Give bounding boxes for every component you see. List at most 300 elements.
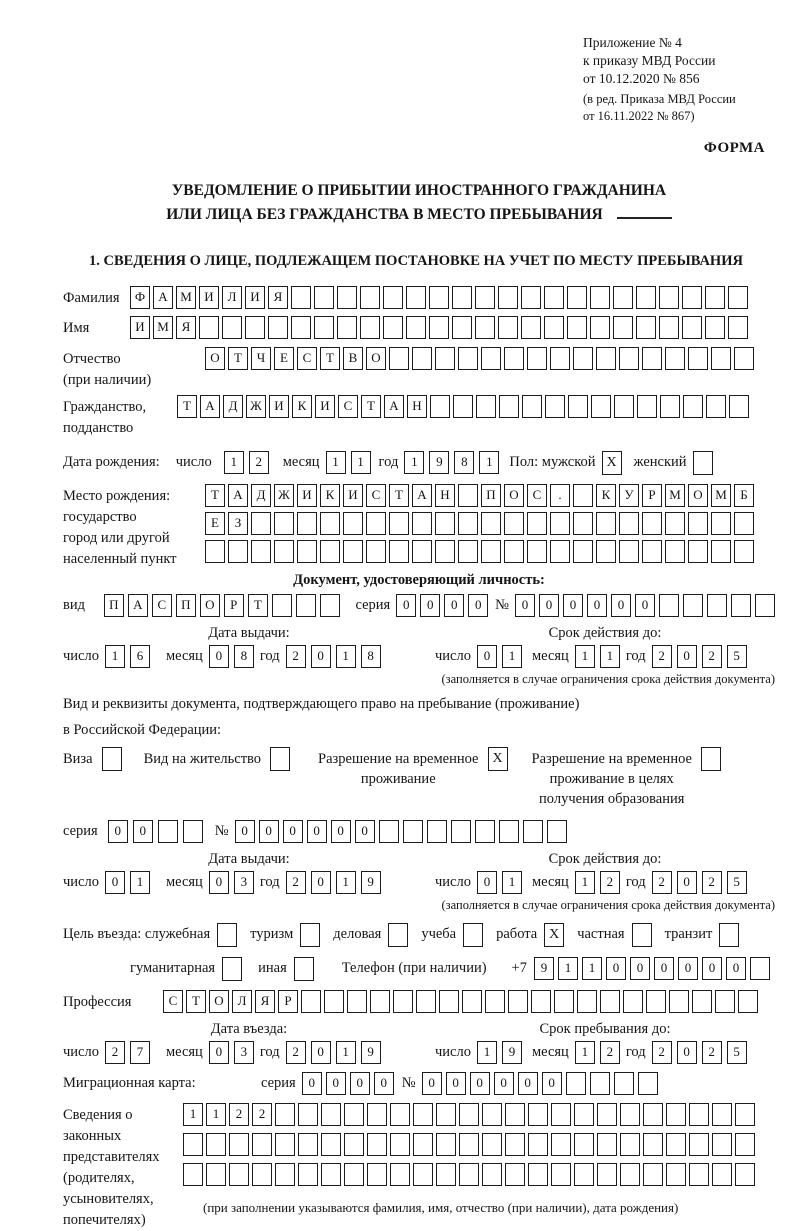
char-box[interactable] — [590, 316, 610, 339]
char-box[interactable] — [459, 1163, 479, 1186]
char-box[interactable]: И — [315, 395, 335, 418]
char-box[interactable]: 3 — [234, 871, 254, 894]
char-box[interactable] — [735, 1103, 755, 1126]
char-box[interactable]: 0 — [235, 820, 255, 843]
char-box[interactable]: 1 — [582, 957, 602, 980]
char-box[interactable] — [712, 1103, 732, 1126]
char-box[interactable]: 1 — [575, 1041, 595, 1064]
char-box[interactable] — [505, 1103, 525, 1126]
char-box[interactable] — [222, 316, 242, 339]
char-box[interactable] — [268, 316, 288, 339]
char-box[interactable] — [337, 316, 357, 339]
char-box[interactable] — [689, 1133, 709, 1156]
char-box[interactable] — [379, 820, 399, 843]
char-box[interactable]: 1 — [575, 871, 595, 894]
char-box[interactable] — [389, 512, 409, 535]
char-box[interactable] — [403, 820, 423, 843]
char-box[interactable] — [750, 957, 770, 980]
char-box[interactable] — [712, 1163, 732, 1186]
char-box[interactable] — [728, 316, 748, 339]
char-box[interactable] — [383, 316, 403, 339]
char-box[interactable] — [439, 990, 459, 1013]
char-box[interactable]: 0 — [209, 645, 229, 668]
char-box[interactable]: 0 — [678, 957, 698, 980]
char-box[interactable]: 1 — [326, 451, 346, 474]
char-box[interactable]: 1 — [600, 645, 620, 668]
char-box[interactable] — [272, 594, 292, 617]
char-box[interactable]: К — [320, 484, 340, 507]
char-box[interactable] — [666, 1133, 686, 1156]
char-box[interactable] — [324, 990, 344, 1013]
char-box[interactable] — [551, 1133, 571, 1156]
char-box[interactable]: К — [596, 484, 616, 507]
char-box[interactable]: И — [130, 316, 150, 339]
char-box[interactable] — [544, 286, 564, 309]
char-box[interactable] — [705, 286, 725, 309]
char-box[interactable] — [554, 990, 574, 1013]
char-box[interactable] — [711, 540, 731, 563]
char-box[interactable] — [314, 286, 334, 309]
char-box[interactable]: С — [297, 347, 317, 370]
char-box[interactable] — [623, 990, 643, 1013]
char-box[interactable]: 0 — [677, 645, 697, 668]
char-box[interactable] — [551, 1163, 571, 1186]
char-box[interactable] — [337, 286, 357, 309]
char-box[interactable]: 1 — [558, 957, 578, 980]
char-box[interactable]: 8 — [361, 645, 381, 668]
char-box[interactable]: С — [527, 484, 547, 507]
checkbox-business[interactable] — [388, 923, 408, 947]
char-box[interactable] — [183, 1133, 203, 1156]
char-box[interactable]: 9 — [502, 1041, 522, 1064]
char-box[interactable]: 1 — [336, 871, 356, 894]
char-box[interactable]: И — [269, 395, 289, 418]
char-box[interactable] — [343, 512, 363, 535]
char-box[interactable]: С — [163, 990, 183, 1013]
char-box[interactable] — [590, 1072, 610, 1095]
char-box[interactable] — [689, 1163, 709, 1186]
char-box[interactable] — [573, 347, 593, 370]
char-box[interactable] — [436, 1163, 456, 1186]
char-box[interactable] — [475, 286, 495, 309]
char-box[interactable]: 2 — [600, 1041, 620, 1064]
char-box[interactable] — [688, 512, 708, 535]
char-box[interactable]: Н — [407, 395, 427, 418]
char-box[interactable]: У — [619, 484, 639, 507]
char-box[interactable] — [389, 540, 409, 563]
char-box[interactable] — [574, 1163, 594, 1186]
char-box[interactable]: 1 — [224, 451, 244, 474]
char-box[interactable] — [550, 512, 570, 535]
checkbox-temp-edu[interactable] — [701, 747, 721, 771]
char-box[interactable] — [711, 347, 731, 370]
char-box[interactable] — [636, 316, 656, 339]
char-box[interactable]: 0 — [677, 1041, 697, 1064]
char-box[interactable]: Л — [232, 990, 252, 1013]
char-box[interactable] — [735, 1163, 755, 1186]
char-box[interactable] — [314, 316, 334, 339]
char-box[interactable] — [638, 1072, 658, 1095]
char-box[interactable]: И — [199, 286, 219, 309]
char-box[interactable] — [734, 540, 754, 563]
char-box[interactable]: Т — [389, 484, 409, 507]
char-box[interactable]: В — [343, 347, 363, 370]
char-box[interactable] — [600, 990, 620, 1013]
char-box[interactable] — [453, 395, 473, 418]
char-box[interactable]: 1 — [479, 451, 499, 474]
char-box[interactable] — [735, 1133, 755, 1156]
char-box[interactable] — [547, 820, 567, 843]
char-box[interactable]: О — [205, 347, 225, 370]
char-box[interactable] — [692, 990, 712, 1013]
char-box[interactable]: 5 — [727, 645, 747, 668]
char-box[interactable] — [738, 990, 758, 1013]
char-box[interactable] — [521, 286, 541, 309]
checkbox-female[interactable] — [693, 451, 713, 475]
char-box[interactable]: 0 — [420, 594, 440, 617]
char-box[interactable] — [573, 540, 593, 563]
char-box[interactable]: 0 — [311, 871, 331, 894]
char-box[interactable] — [366, 512, 386, 535]
char-box[interactable] — [252, 1133, 272, 1156]
char-box[interactable] — [406, 286, 426, 309]
char-box[interactable] — [412, 540, 432, 563]
char-box[interactable]: Р — [642, 484, 662, 507]
char-box[interactable] — [320, 594, 340, 617]
char-box[interactable] — [729, 395, 749, 418]
char-box[interactable] — [199, 316, 219, 339]
char-box[interactable]: 6 — [130, 645, 150, 668]
char-box[interactable] — [275, 1163, 295, 1186]
char-box[interactable]: 0 — [259, 820, 279, 843]
char-box[interactable] — [619, 540, 639, 563]
char-box[interactable]: 1 — [183, 1103, 203, 1126]
char-box[interactable]: 0 — [396, 594, 416, 617]
char-box[interactable]: О — [366, 347, 386, 370]
char-box[interactable] — [206, 1163, 226, 1186]
char-box[interactable] — [228, 540, 248, 563]
char-box[interactable] — [390, 1133, 410, 1156]
char-box[interactable] — [360, 286, 380, 309]
checkbox-study[interactable] — [463, 923, 483, 947]
char-box[interactable] — [498, 286, 518, 309]
char-box[interactable] — [504, 512, 524, 535]
char-box[interactable] — [620, 1103, 640, 1126]
char-box[interactable]: Ч — [251, 347, 271, 370]
char-box[interactable] — [229, 1163, 249, 1186]
char-box[interactable] — [659, 316, 679, 339]
char-box[interactable] — [344, 1103, 364, 1126]
char-box[interactable]: 2 — [702, 871, 722, 894]
char-box[interactable] — [528, 1133, 548, 1156]
char-box[interactable] — [435, 512, 455, 535]
char-box[interactable] — [462, 990, 482, 1013]
char-box[interactable] — [620, 1163, 640, 1186]
char-box[interactable] — [642, 512, 662, 535]
char-box[interactable] — [505, 1133, 525, 1156]
char-box[interactable]: М — [711, 484, 731, 507]
char-box[interactable]: 2 — [229, 1103, 249, 1126]
char-box[interactable]: 0 — [331, 820, 351, 843]
char-box[interactable]: Т — [177, 395, 197, 418]
char-box[interactable] — [413, 1133, 433, 1156]
char-box[interactable] — [642, 540, 662, 563]
char-box[interactable] — [666, 1163, 686, 1186]
char-box[interactable] — [183, 1163, 203, 1186]
char-box[interactable] — [321, 1103, 341, 1126]
char-box[interactable] — [343, 540, 363, 563]
char-box[interactable]: 0 — [515, 594, 535, 617]
char-box[interactable] — [597, 1103, 617, 1126]
char-box[interactable] — [206, 1133, 226, 1156]
char-box[interactable]: . — [550, 484, 570, 507]
char-box[interactable]: А — [153, 286, 173, 309]
char-box[interactable]: 0 — [108, 820, 128, 843]
char-box[interactable] — [459, 1103, 479, 1126]
char-box[interactable]: 1 — [575, 645, 595, 668]
char-box[interactable] — [682, 316, 702, 339]
char-box[interactable] — [427, 820, 447, 843]
char-box[interactable] — [482, 1103, 502, 1126]
char-box[interactable]: 0 — [355, 820, 375, 843]
char-box[interactable]: 2 — [600, 871, 620, 894]
char-box[interactable] — [568, 395, 588, 418]
char-box[interactable]: 0 — [422, 1072, 442, 1095]
char-box[interactable] — [390, 1163, 410, 1186]
char-box[interactable] — [728, 286, 748, 309]
char-box[interactable]: Р — [224, 594, 244, 617]
char-box[interactable] — [504, 347, 524, 370]
char-box[interactable]: 9 — [534, 957, 554, 980]
char-box[interactable] — [158, 820, 178, 843]
char-box[interactable]: 0 — [518, 1072, 538, 1095]
char-box[interactable]: 0 — [635, 594, 655, 617]
checkbox-temp-residence[interactable]: X — [488, 747, 508, 771]
char-box[interactable]: 1 — [502, 645, 522, 668]
char-box[interactable] — [706, 395, 726, 418]
char-box[interactable]: 1 — [351, 451, 371, 474]
char-box[interactable]: 1 — [336, 1041, 356, 1064]
char-box[interactable]: 0 — [702, 957, 722, 980]
char-box[interactable] — [274, 540, 294, 563]
char-box[interactable]: 9 — [361, 1041, 381, 1064]
char-box[interactable] — [347, 990, 367, 1013]
char-box[interactable]: 5 — [727, 871, 747, 894]
char-box[interactable] — [705, 316, 725, 339]
char-box[interactable]: З — [228, 512, 248, 535]
char-box[interactable]: Т — [186, 990, 206, 1013]
char-box[interactable]: О — [504, 484, 524, 507]
char-box[interactable] — [574, 1133, 594, 1156]
char-box[interactable]: Я — [268, 286, 288, 309]
char-box[interactable] — [666, 1103, 686, 1126]
char-box[interactable] — [275, 1103, 295, 1126]
char-box[interactable]: 1 — [404, 451, 424, 474]
char-box[interactable] — [360, 316, 380, 339]
char-box[interactable] — [412, 347, 432, 370]
char-box[interactable] — [482, 1163, 502, 1186]
char-box[interactable] — [320, 512, 340, 535]
char-box[interactable]: 9 — [361, 871, 381, 894]
char-box[interactable] — [370, 990, 390, 1013]
char-box[interactable]: 2 — [286, 645, 306, 668]
char-box[interactable]: Т — [205, 484, 225, 507]
char-box[interactable] — [390, 1103, 410, 1126]
char-box[interactable]: Я — [176, 316, 196, 339]
char-box[interactable]: И — [297, 484, 317, 507]
char-box[interactable] — [551, 1103, 571, 1126]
char-box[interactable]: 0 — [477, 645, 497, 668]
char-box[interactable] — [298, 1103, 318, 1126]
char-box[interactable] — [367, 1133, 387, 1156]
char-box[interactable] — [643, 1133, 663, 1156]
char-box[interactable]: 8 — [454, 451, 474, 474]
char-box[interactable] — [528, 1163, 548, 1186]
char-box[interactable]: О — [688, 484, 708, 507]
char-box[interactable]: К — [292, 395, 312, 418]
char-box[interactable]: 2 — [652, 1041, 672, 1064]
char-box[interactable] — [429, 286, 449, 309]
char-box[interactable] — [430, 395, 450, 418]
char-box[interactable] — [251, 512, 271, 535]
char-box[interactable] — [451, 820, 471, 843]
char-box[interactable] — [481, 540, 501, 563]
char-box[interactable] — [298, 1163, 318, 1186]
char-box[interactable] — [755, 594, 775, 617]
char-box[interactable] — [296, 594, 316, 617]
char-box[interactable] — [577, 990, 597, 1013]
char-box[interactable] — [659, 594, 679, 617]
char-box[interactable]: 1 — [206, 1103, 226, 1126]
char-box[interactable] — [527, 347, 547, 370]
char-box[interactable] — [573, 512, 593, 535]
char-box[interactable]: 0 — [209, 1041, 229, 1064]
char-box[interactable]: С — [338, 395, 358, 418]
char-box[interactable]: 2 — [702, 645, 722, 668]
char-box[interactable]: 2 — [286, 871, 306, 894]
char-box[interactable] — [452, 316, 472, 339]
char-box[interactable] — [660, 395, 680, 418]
char-box[interactable]: Б — [734, 484, 754, 507]
char-box[interactable]: А — [228, 484, 248, 507]
char-box[interactable] — [613, 316, 633, 339]
char-box[interactable] — [291, 316, 311, 339]
char-box[interactable] — [715, 990, 735, 1013]
char-box[interactable]: 0 — [477, 871, 497, 894]
char-box[interactable]: Е — [205, 512, 225, 535]
char-box[interactable] — [344, 1163, 364, 1186]
char-box[interactable] — [528, 1103, 548, 1126]
char-box[interactable]: Я — [255, 990, 275, 1013]
char-box[interactable] — [643, 1163, 663, 1186]
char-box[interactable] — [659, 286, 679, 309]
char-box[interactable]: 0 — [587, 594, 607, 617]
char-box[interactable] — [636, 286, 656, 309]
char-box[interactable] — [665, 540, 685, 563]
char-box[interactable] — [619, 512, 639, 535]
char-box[interactable] — [275, 1133, 295, 1156]
char-box[interactable]: М — [153, 316, 173, 339]
char-box[interactable] — [412, 512, 432, 535]
checkbox-official[interactable] — [217, 923, 237, 947]
char-box[interactable] — [550, 540, 570, 563]
char-box[interactable] — [435, 347, 455, 370]
char-box[interactable]: 3 — [234, 1041, 254, 1064]
char-box[interactable] — [320, 540, 340, 563]
char-box[interactable] — [550, 347, 570, 370]
char-box[interactable]: 1 — [130, 871, 150, 894]
char-box[interactable]: 0 — [302, 1072, 322, 1095]
char-box[interactable] — [521, 316, 541, 339]
char-box[interactable] — [416, 990, 436, 1013]
char-box[interactable] — [567, 286, 587, 309]
char-box[interactable]: П — [104, 594, 124, 617]
char-box[interactable]: 2 — [252, 1103, 272, 1126]
char-box[interactable] — [566, 1072, 586, 1095]
char-box[interactable] — [707, 594, 727, 617]
char-box[interactable] — [619, 347, 639, 370]
char-box[interactable] — [682, 286, 702, 309]
char-box[interactable] — [485, 990, 505, 1013]
char-box[interactable] — [481, 347, 501, 370]
char-box[interactable]: М — [665, 484, 685, 507]
char-box[interactable]: 0 — [726, 957, 746, 980]
char-box[interactable]: 0 — [209, 871, 229, 894]
char-box[interactable]: Н — [435, 484, 455, 507]
char-box[interactable] — [251, 540, 271, 563]
char-box[interactable] — [734, 347, 754, 370]
char-box[interactable]: Л — [222, 286, 242, 309]
char-box[interactable] — [545, 395, 565, 418]
char-box[interactable] — [435, 540, 455, 563]
checkbox-male[interactable]: X — [602, 451, 622, 475]
char-box[interactable]: Е — [274, 347, 294, 370]
char-box[interactable]: 2 — [286, 1041, 306, 1064]
char-box[interactable] — [291, 286, 311, 309]
char-box[interactable]: 0 — [630, 957, 650, 980]
char-box[interactable] — [637, 395, 657, 418]
char-box[interactable] — [499, 395, 519, 418]
char-box[interactable] — [389, 347, 409, 370]
char-box[interactable] — [591, 395, 611, 418]
char-box[interactable] — [669, 990, 689, 1013]
char-box[interactable] — [274, 512, 294, 535]
char-box[interactable]: Т — [228, 347, 248, 370]
char-box[interactable] — [683, 594, 703, 617]
char-box[interactable]: Т — [248, 594, 268, 617]
char-box[interactable]: А — [200, 395, 220, 418]
char-box[interactable]: 1 — [477, 1041, 497, 1064]
char-box[interactable]: Р — [278, 990, 298, 1013]
char-box[interactable]: С — [366, 484, 386, 507]
char-box[interactable] — [429, 316, 449, 339]
char-box[interactable]: 1 — [502, 871, 522, 894]
checkbox-residence-permit[interactable] — [270, 747, 290, 771]
char-box[interactable] — [436, 1103, 456, 1126]
char-box[interactable] — [413, 1103, 433, 1126]
char-box[interactable] — [574, 1103, 594, 1126]
char-box[interactable] — [183, 820, 203, 843]
checkbox-work[interactable]: X — [544, 923, 564, 947]
char-box[interactable] — [475, 316, 495, 339]
char-box[interactable]: 5 — [727, 1041, 747, 1064]
char-box[interactable] — [481, 512, 501, 535]
char-box[interactable]: Т — [361, 395, 381, 418]
char-box[interactable] — [614, 395, 634, 418]
char-box[interactable] — [499, 820, 519, 843]
char-box[interactable] — [367, 1163, 387, 1186]
char-box[interactable]: 9 — [429, 451, 449, 474]
